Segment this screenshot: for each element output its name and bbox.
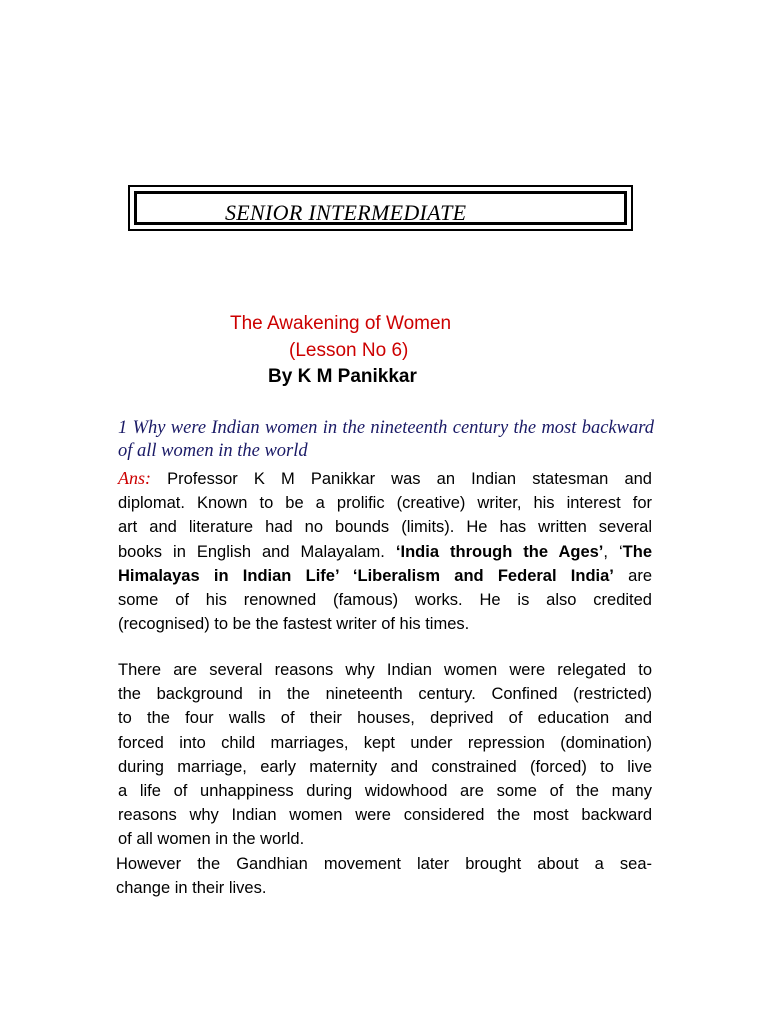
conclusion-line-1: However the Gandhian movement later brought about a sea- xyxy=(116,855,652,873)
answer-line-3: art and literature had no bounds (limits). He has written several xyxy=(118,518,652,537)
book-title-1: ‘India through the Ages’ xyxy=(395,542,604,561)
question-heading: 1 Why were Indian women in the nineteenth century the most backward of all women in the world xyxy=(118,418,654,461)
answer-line-7: (recognised) to be the fastest writer of his times. xyxy=(118,615,470,634)
lesson-author: By K M Panikkar xyxy=(268,366,417,387)
answer-line-5-end: are xyxy=(613,566,652,585)
reasons-line-1: There are several reasons why Indian women were relegated to xyxy=(118,661,652,679)
answer-line-6: some of his renowned (famous) works. He is also credited xyxy=(118,591,652,610)
answer-label: Ans: xyxy=(118,468,151,488)
answer-line-4 xyxy=(118,540,652,564)
reasons-line-8: of all women in the world. xyxy=(118,830,305,849)
answer-line-4-start: books in English and Malayalam. xyxy=(118,542,396,561)
book-title-2-part1: The xyxy=(622,542,652,561)
reasons-line-7: reasons why Indian women were considered the most backward xyxy=(118,806,652,825)
reasons-line-2: the background in the nineteenth century. Confined (restricted) xyxy=(118,685,652,704)
conclusion-paragraph xyxy=(116,852,652,900)
reasons-line-4: forced into child marriages, kept under repression (domination) xyxy=(118,733,652,752)
conclusion-line-2: change in their lives. xyxy=(116,879,267,898)
book-titles-2-3: Himalayas in Indian Life’ ‘Liberalism and Federal India’ xyxy=(118,566,614,585)
answer-line-2: diplomat. Known to be a prolific (creative) writer, his interest for xyxy=(118,494,652,513)
answer-text-1: Professor K M Panikkar was an Indian statesman and xyxy=(151,470,652,488)
lesson-number: (Lesson No 6) xyxy=(289,340,409,361)
reasons-line-5: during marriage, early maternity and constrained (forced) to live xyxy=(118,757,652,776)
banner-title: SENIOR INTERMEDIATE xyxy=(225,200,467,225)
reasons-line-6: a life of unhappiness during widowhood are some of the many xyxy=(118,782,652,801)
banner-inner-frame xyxy=(134,191,627,225)
answer-paragraph xyxy=(118,466,652,636)
reasons-line-3: to the four walls of their houses, deprived of education and xyxy=(118,709,652,728)
answer-line-1 xyxy=(118,466,652,491)
book-separator: , ‘ xyxy=(603,542,623,561)
reasons-paragraph xyxy=(118,658,652,852)
section-banner xyxy=(128,185,633,231)
answer-line-5 xyxy=(118,564,652,588)
lesson-title: The Awakening of Women xyxy=(230,313,452,334)
